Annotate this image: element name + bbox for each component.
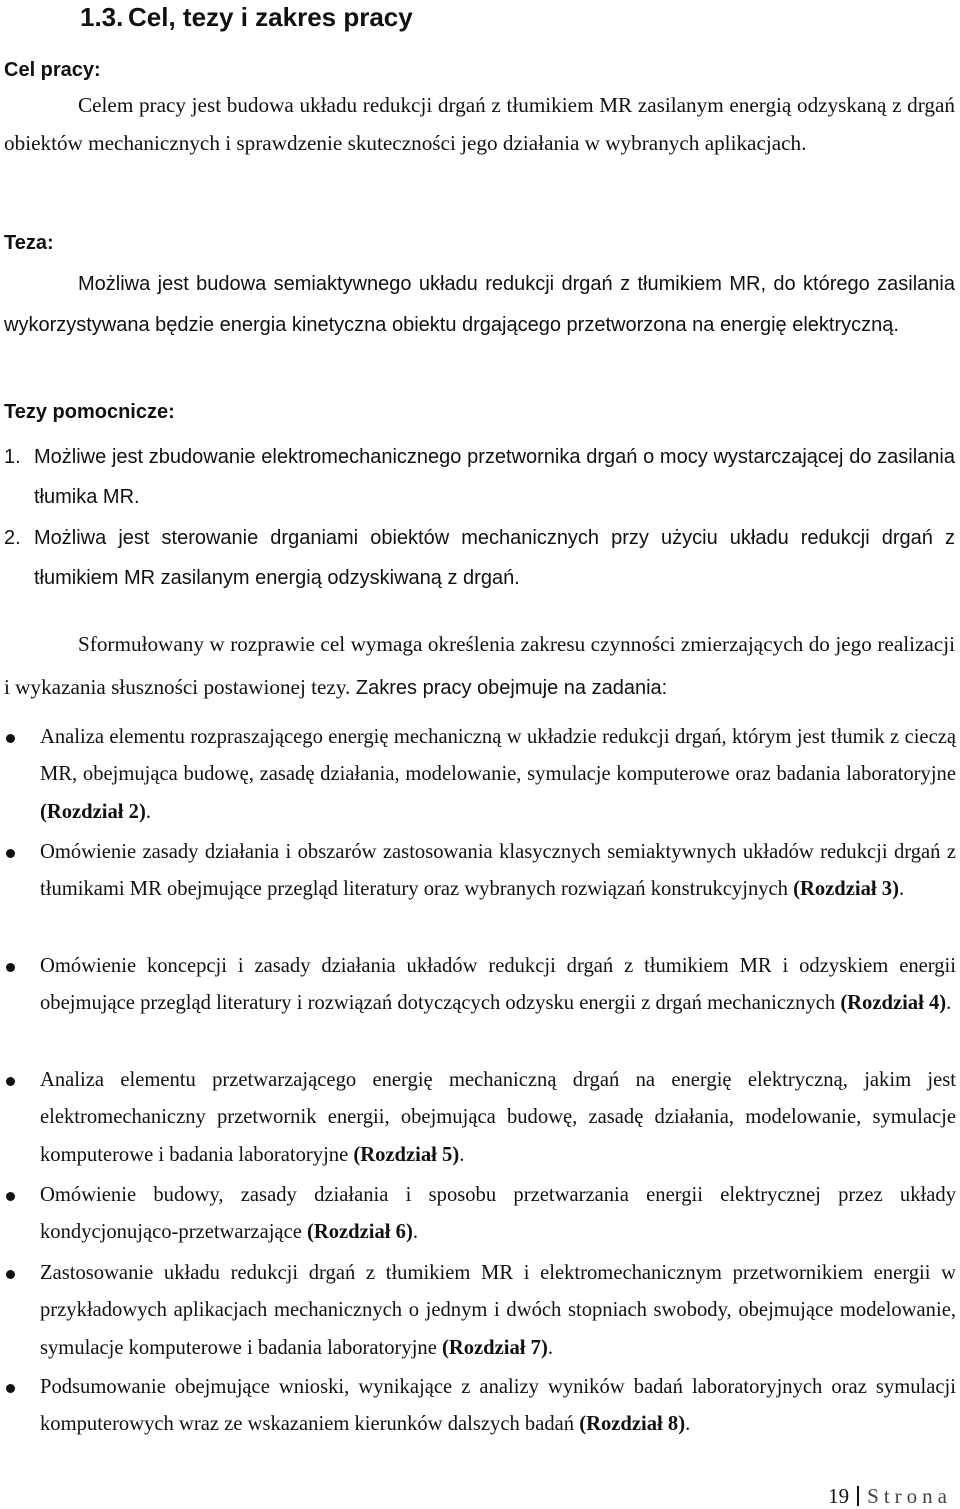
task-list-item bbox=[40, 1255, 956, 1367]
scope-intro-text: Sformułowany w rozprawie cel wymaga określenia zakresu czynności zmierzających do jego realizacji i wykazania słuszności postawionej tezy. bbox=[4, 632, 955, 699]
scope-intro-text-b: Zakres pracy obejmuje na zadania: bbox=[350, 677, 668, 699]
chapter-ref: (Rozdział 6) bbox=[307, 1221, 413, 1244]
page-label: Strona bbox=[867, 1484, 952, 1508]
section-title: Cel, tezy i zakres pracy bbox=[128, 2, 413, 32]
goal-paragraph bbox=[4, 87, 955, 162]
task-list-item bbox=[40, 1062, 956, 1174]
chapter-ref: (Rozdział 2) bbox=[40, 800, 146, 823]
bullet-icon bbox=[6, 1270, 15, 1279]
footer-divider bbox=[857, 1486, 859, 1506]
task-text: Omówienie budowy, zasady działania i sposobu przetwarzania energii elektrycznej przez układy kondycjonująco-przetwarzające bbox=[40, 1184, 956, 1244]
section-heading bbox=[80, 0, 413, 34]
chapter-ref: (Rozdział 3) bbox=[793, 878, 899, 901]
task-list-item bbox=[40, 1369, 956, 1444]
thesis-label: Teza: bbox=[4, 232, 54, 254]
task-end: . bbox=[898, 878, 905, 901]
item-text: Możliwa jest sterowanie drganiami obiektów mechanicznych przy użyciu układu redukcji drgań z tłumikiem MR zasilanym energią odzyskiwaną z drgań. bbox=[34, 527, 955, 589]
thesis-paragraph bbox=[4, 264, 955, 346]
task-end: . bbox=[547, 1336, 553, 1359]
task-text: Omówienie zasady działania i obszarów zastosowania klasycznych semiaktywnych układów redukcji drgań z tłumikami MR obejmujące przegląd literatury oraz wybranych rozwiązań konstrukcyjnych bbox=[40, 841, 956, 901]
chapter-ref: (Rozdział 4) bbox=[840, 992, 947, 1015]
bullet-icon bbox=[6, 1384, 15, 1393]
thesis-text: Możliwa jest budowa semiaktywnego układu redukcji drgań z tłumikiem MR, do którego zasilania wykorzystywana będzie energia kinetyczna obiektu drgającego przetworzona na energię elektryczną. bbox=[4, 273, 955, 336]
bullet-icon bbox=[6, 1192, 15, 1201]
scope-intro-paragraph bbox=[4, 623, 955, 710]
item-text: Możliwe jest zbudowanie elektromechanicznego przetwornika drgań o mocy wystarczającej do zasilania tłumika MR. bbox=[34, 446, 955, 508]
goal-text: Celem pracy jest budowa układu redukcji drgań z tłumikiem MR zasilanym energią odzyskaną z drgań obiektów mechanicznych i sprawdzenie skuteczności jego działania w wybranych aplikacjach. bbox=[4, 93, 955, 155]
bullet-icon bbox=[6, 1077, 15, 1086]
task-text: Analiza elementu rozpraszającego energię mechaniczną w układzie redukcji drgań, którym jest tłumik z cieczą MR, obejmująca budowę, zasadę działania, modelowanie, symulacje komputerowe oraz badania laboratoryjne bbox=[40, 726, 956, 786]
task-end: . bbox=[412, 1221, 418, 1244]
item-number: 2. bbox=[4, 527, 21, 549]
chapter-ref: (Rozdział 8) bbox=[579, 1413, 686, 1436]
goal-label: Cel pracy: bbox=[4, 59, 101, 81]
task-text: Omówienie koncepcji i zasady działania układów redukcji drgań z tłumikiem MR i odzyskiem energii obejmujące przegląd literatury i rozwiązań dotyczących odzysku energii z drgań mechanicznych bbox=[40, 955, 956, 1015]
bullet-icon bbox=[6, 963, 15, 972]
auxiliary-thesis-item bbox=[4, 518, 955, 598]
task-list-item bbox=[40, 1177, 956, 1252]
page-footer bbox=[828, 1484, 952, 1508]
auxiliary-theses-label: Tezy pomocnicze: bbox=[4, 401, 175, 423]
task-list-item bbox=[40, 719, 956, 831]
task-text: Podsumowanie obejmujące wnioski, wynikające z analizy wyników badań laboratoryjnych oraz symulacji komputerowych wraz ze wskazaniem kierunków dalszych badań bbox=[40, 1376, 956, 1436]
task-list-item bbox=[40, 834, 956, 909]
chapter-ref: (Rozdział 5) bbox=[353, 1143, 460, 1166]
bullet-icon bbox=[6, 849, 15, 858]
task-text: Zastosowanie układu redukcji drgań z tłumikiem MR i elektromechanicznym przetwornikiem energii w przykładowych aplikacjach mechanicznych o jednym i dwóch stopniach swobody, obejmujące modelowanie, symulacje komputerowe i badania laboratoryjne bbox=[40, 1262, 956, 1359]
task-text: Analiza elementu przetwarzającego energię mechaniczną drgań na energię elektryczną, jakim jest elektromechaniczny przetwornik energii, obejmująca budowę, zasadę działania, modelowanie, symulacje komputerowe i badania laboratoryjne bbox=[40, 1069, 956, 1166]
section-number: 1.3. bbox=[80, 2, 124, 32]
auxiliary-thesis-item bbox=[4, 437, 955, 517]
item-number: 1. bbox=[4, 446, 21, 468]
task-end: . bbox=[145, 800, 151, 823]
bullet-icon bbox=[6, 734, 15, 743]
chapter-ref: (Rozdział 7) bbox=[442, 1336, 548, 1359]
task-list-item bbox=[40, 948, 956, 1023]
task-end: . bbox=[685, 1413, 691, 1436]
task-end: . bbox=[946, 992, 952, 1015]
page-number: 19 bbox=[828, 1484, 850, 1508]
task-end: . bbox=[459, 1143, 465, 1166]
